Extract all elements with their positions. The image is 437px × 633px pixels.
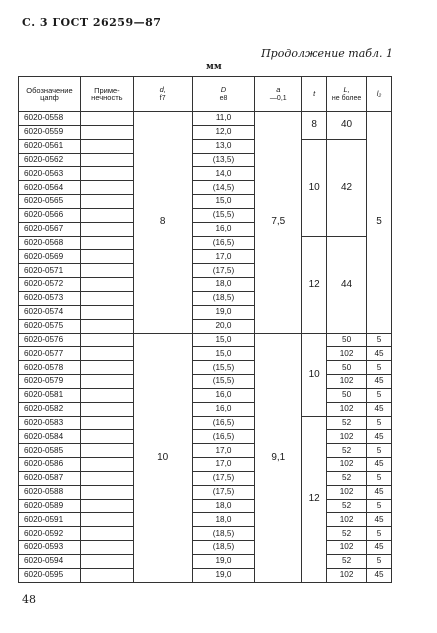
code-cell: 6020-0574 xyxy=(19,305,81,319)
L-cell: 52 xyxy=(327,416,367,430)
code-cell: 6020-0571 xyxy=(19,264,81,278)
table-row xyxy=(19,388,392,402)
L-cell: 102 xyxy=(327,375,367,389)
header-L xyxy=(327,77,367,112)
D-cell: (17,5) xyxy=(192,264,255,278)
D-cell: 19,0 xyxy=(192,568,255,582)
note-cell xyxy=(80,291,133,305)
L-cell: 52 xyxy=(327,527,367,541)
header-D-symbol: D xyxy=(220,85,227,95)
note-cell xyxy=(80,250,133,264)
D-cell: (17,5) xyxy=(192,485,255,499)
code-cell: 6020-0595 xyxy=(19,568,81,582)
L-cell: 102 xyxy=(327,458,367,472)
D-cell: 17,0 xyxy=(192,444,255,458)
t-cell: 10 xyxy=(302,139,327,236)
code-cell: 6020-0575 xyxy=(19,319,81,333)
table-row xyxy=(19,361,392,375)
header-t-symbol: t xyxy=(313,89,316,99)
l2-cell: 5 xyxy=(367,333,392,347)
d-cell: 8 xyxy=(133,112,192,334)
code-cell: 6020-0566 xyxy=(19,208,81,222)
D-cell: 14,0 xyxy=(192,167,255,181)
l2-cell: 45 xyxy=(367,402,392,416)
note-cell xyxy=(80,402,133,416)
note-cell xyxy=(80,333,133,347)
page-number: 48 xyxy=(22,593,36,606)
note-cell xyxy=(80,485,133,499)
D-cell: 17,0 xyxy=(192,458,255,472)
D-cell: 18,0 xyxy=(192,278,255,292)
code-cell: 6020-0563 xyxy=(19,167,81,181)
header-d xyxy=(133,77,192,112)
D-cell: (16,5) xyxy=(192,236,255,250)
specification-table xyxy=(18,76,392,583)
L-cell: 102 xyxy=(327,347,367,361)
t-cell: 10 xyxy=(302,333,327,416)
note-cell xyxy=(80,305,133,319)
table-row xyxy=(19,568,392,582)
D-cell: 17,0 xyxy=(192,250,255,264)
code-cell: 6020-0578 xyxy=(19,361,81,375)
D-cell: 19,0 xyxy=(192,305,255,319)
L-cell: 102 xyxy=(327,430,367,444)
header-row xyxy=(19,77,392,112)
D-cell: (15,5) xyxy=(192,361,255,375)
note-cell xyxy=(80,181,133,195)
L-cell: 102 xyxy=(327,568,367,582)
D-cell: 15,0 xyxy=(192,195,255,209)
note-cell xyxy=(80,499,133,513)
header-l2-symbol: l₂ xyxy=(376,89,382,99)
l2-cell: 45 xyxy=(367,347,392,361)
code-cell: 6020-0592 xyxy=(19,527,81,541)
table-row xyxy=(19,236,392,250)
table-row xyxy=(19,430,392,444)
note-cell xyxy=(80,458,133,472)
D-cell: 16,0 xyxy=(192,388,255,402)
table-row xyxy=(19,471,392,485)
table-row xyxy=(19,458,392,472)
table-row xyxy=(19,333,392,347)
D-cell: 20,0 xyxy=(192,319,255,333)
page-header: С. 3 ГОСТ 26259—87 xyxy=(22,16,162,29)
D-cell: 11,0 xyxy=(192,112,255,126)
header-L-symbol: L, xyxy=(343,85,350,95)
header-l2 xyxy=(367,77,392,112)
D-cell: 18,0 xyxy=(192,513,255,527)
note-cell xyxy=(80,208,133,222)
l2-cell: 5 xyxy=(367,499,392,513)
code-cell: 6020-0588 xyxy=(19,485,81,499)
note-cell xyxy=(80,319,133,333)
D-cell: 13,0 xyxy=(192,139,255,153)
D-cell: 12,0 xyxy=(192,125,255,139)
code-cell: 6020-0591 xyxy=(19,513,81,527)
L-cell: 52 xyxy=(327,444,367,458)
note-cell xyxy=(80,471,133,485)
t-cell: 12 xyxy=(302,236,327,333)
table-row xyxy=(19,513,392,527)
note-cell xyxy=(80,361,133,375)
header-D-tolerance: e8 xyxy=(219,94,228,102)
t-cell: 8 xyxy=(302,112,327,140)
D-cell: (16,5) xyxy=(192,416,255,430)
D-cell: (15,5) xyxy=(192,208,255,222)
table-row xyxy=(19,347,392,361)
unit-label: мм xyxy=(206,62,222,72)
note-cell xyxy=(80,513,133,527)
note-cell xyxy=(80,167,133,181)
l2-cell: 45 xyxy=(367,541,392,555)
table-row xyxy=(19,416,392,430)
code-cell: 6020-0583 xyxy=(19,416,81,430)
table-body xyxy=(19,112,392,583)
table-row xyxy=(19,375,392,389)
header-note: Приме-нечность xyxy=(80,77,133,112)
note-cell xyxy=(80,264,133,278)
header-a-symbol: a xyxy=(276,85,281,95)
L-cell: 102 xyxy=(327,485,367,499)
code-cell: 6020-0584 xyxy=(19,430,81,444)
l2-cell: 45 xyxy=(367,375,392,389)
L-cell: 102 xyxy=(327,541,367,555)
note-cell xyxy=(80,527,133,541)
code-cell: 6020-0559 xyxy=(19,125,81,139)
note-cell xyxy=(80,541,133,555)
header-d-tolerance: f7 xyxy=(159,94,166,102)
D-cell: 15,0 xyxy=(192,347,255,361)
note-cell xyxy=(80,444,133,458)
table-row xyxy=(19,444,392,458)
table-row xyxy=(19,485,392,499)
D-cell: (15,5) xyxy=(192,375,255,389)
code-cell: 6020-0572 xyxy=(19,278,81,292)
note-cell xyxy=(80,375,133,389)
L-cell: 52 xyxy=(327,499,367,513)
note-cell xyxy=(80,125,133,139)
note-cell xyxy=(80,278,133,292)
l2-cell: 5 xyxy=(367,112,392,334)
note-cell xyxy=(80,347,133,361)
note-cell xyxy=(80,430,133,444)
header-L-sub: не более xyxy=(331,94,362,102)
code-cell: 6020-0562 xyxy=(19,153,81,167)
a-cell: 9,1 xyxy=(255,333,302,582)
code-cell: 6020-0573 xyxy=(19,291,81,305)
note-cell xyxy=(80,236,133,250)
l2-cell: 45 xyxy=(367,513,392,527)
table-row xyxy=(19,527,392,541)
l2-cell: 45 xyxy=(367,430,392,444)
note-cell xyxy=(80,555,133,569)
header-d-symbol: d, xyxy=(159,85,166,95)
code-cell: 6020-0576 xyxy=(19,333,81,347)
l2-cell: 45 xyxy=(367,485,392,499)
D-cell: (16,5) xyxy=(192,430,255,444)
L-cell: 102 xyxy=(327,513,367,527)
D-cell: 15,0 xyxy=(192,333,255,347)
code-cell: 6020-0587 xyxy=(19,471,81,485)
code-cell: 6020-0569 xyxy=(19,250,81,264)
l2-cell: 5 xyxy=(367,527,392,541)
code-cell: 6020-0585 xyxy=(19,444,81,458)
code-cell: 6020-0589 xyxy=(19,499,81,513)
L-cell: 50 xyxy=(327,333,367,347)
L-cell: 102 xyxy=(327,402,367,416)
l2-cell: 5 xyxy=(367,416,392,430)
note-cell xyxy=(80,153,133,167)
note-cell xyxy=(80,568,133,582)
D-cell: 18,0 xyxy=(192,499,255,513)
l2-cell: 5 xyxy=(367,555,392,569)
table-row xyxy=(19,499,392,513)
table-row xyxy=(19,541,392,555)
L-cell: 50 xyxy=(327,388,367,402)
D-cell: (17,5) xyxy=(192,471,255,485)
note-cell xyxy=(80,388,133,402)
D-cell: 16,0 xyxy=(192,222,255,236)
note-cell xyxy=(80,112,133,126)
continuation-caption: Продолжение табл. 1 xyxy=(261,47,393,60)
d-cell: 10 xyxy=(133,333,192,582)
code-cell: 6020-0577 xyxy=(19,347,81,361)
D-cell: 16,0 xyxy=(192,402,255,416)
L-cell: 40 xyxy=(327,112,367,140)
D-cell: (18,5) xyxy=(192,541,255,555)
code-cell: 6020-0567 xyxy=(19,222,81,236)
D-cell: 19,0 xyxy=(192,555,255,569)
note-cell xyxy=(80,222,133,236)
code-cell: 6020-0593 xyxy=(19,541,81,555)
header-code: Обозначение цапф xyxy=(19,77,81,112)
D-cell: (14,5) xyxy=(192,181,255,195)
L-cell: 52 xyxy=(327,555,367,569)
table-row xyxy=(19,555,392,569)
a-cell: 7,5 xyxy=(255,112,302,334)
table-row xyxy=(19,139,392,153)
header-D xyxy=(192,77,255,112)
L-cell: 44 xyxy=(327,236,367,333)
l2-cell: 5 xyxy=(367,471,392,485)
code-cell: 6020-0579 xyxy=(19,375,81,389)
note-cell xyxy=(80,416,133,430)
L-cell: 50 xyxy=(327,361,367,375)
L-cell: 42 xyxy=(327,139,367,236)
code-cell: 6020-0582 xyxy=(19,402,81,416)
D-cell: (18,5) xyxy=(192,527,255,541)
D-cell: (13,5) xyxy=(192,153,255,167)
note-cell xyxy=(80,195,133,209)
code-cell: 6020-0568 xyxy=(19,236,81,250)
code-cell: 6020-0581 xyxy=(19,388,81,402)
code-cell: 6020-0561 xyxy=(19,139,81,153)
table-row xyxy=(19,112,392,126)
header-t xyxy=(302,77,327,112)
code-cell: 6020-0564 xyxy=(19,181,81,195)
D-cell: (18,5) xyxy=(192,291,255,305)
code-cell: 6020-0586 xyxy=(19,458,81,472)
table-row xyxy=(19,402,392,416)
note-cell xyxy=(80,139,133,153)
code-cell: 6020-0565 xyxy=(19,195,81,209)
code-cell: 6020-0558 xyxy=(19,112,81,126)
l2-cell: 45 xyxy=(367,458,392,472)
header-a-tolerance: —0,1 xyxy=(269,94,287,102)
t-cell: 12 xyxy=(302,416,327,582)
header-a xyxy=(255,77,302,112)
code-cell: 6020-0594 xyxy=(19,555,81,569)
l2-cell: 45 xyxy=(367,568,392,582)
L-cell: 52 xyxy=(327,471,367,485)
l2-cell: 5 xyxy=(367,361,392,375)
l2-cell: 5 xyxy=(367,388,392,402)
l2-cell: 5 xyxy=(367,444,392,458)
